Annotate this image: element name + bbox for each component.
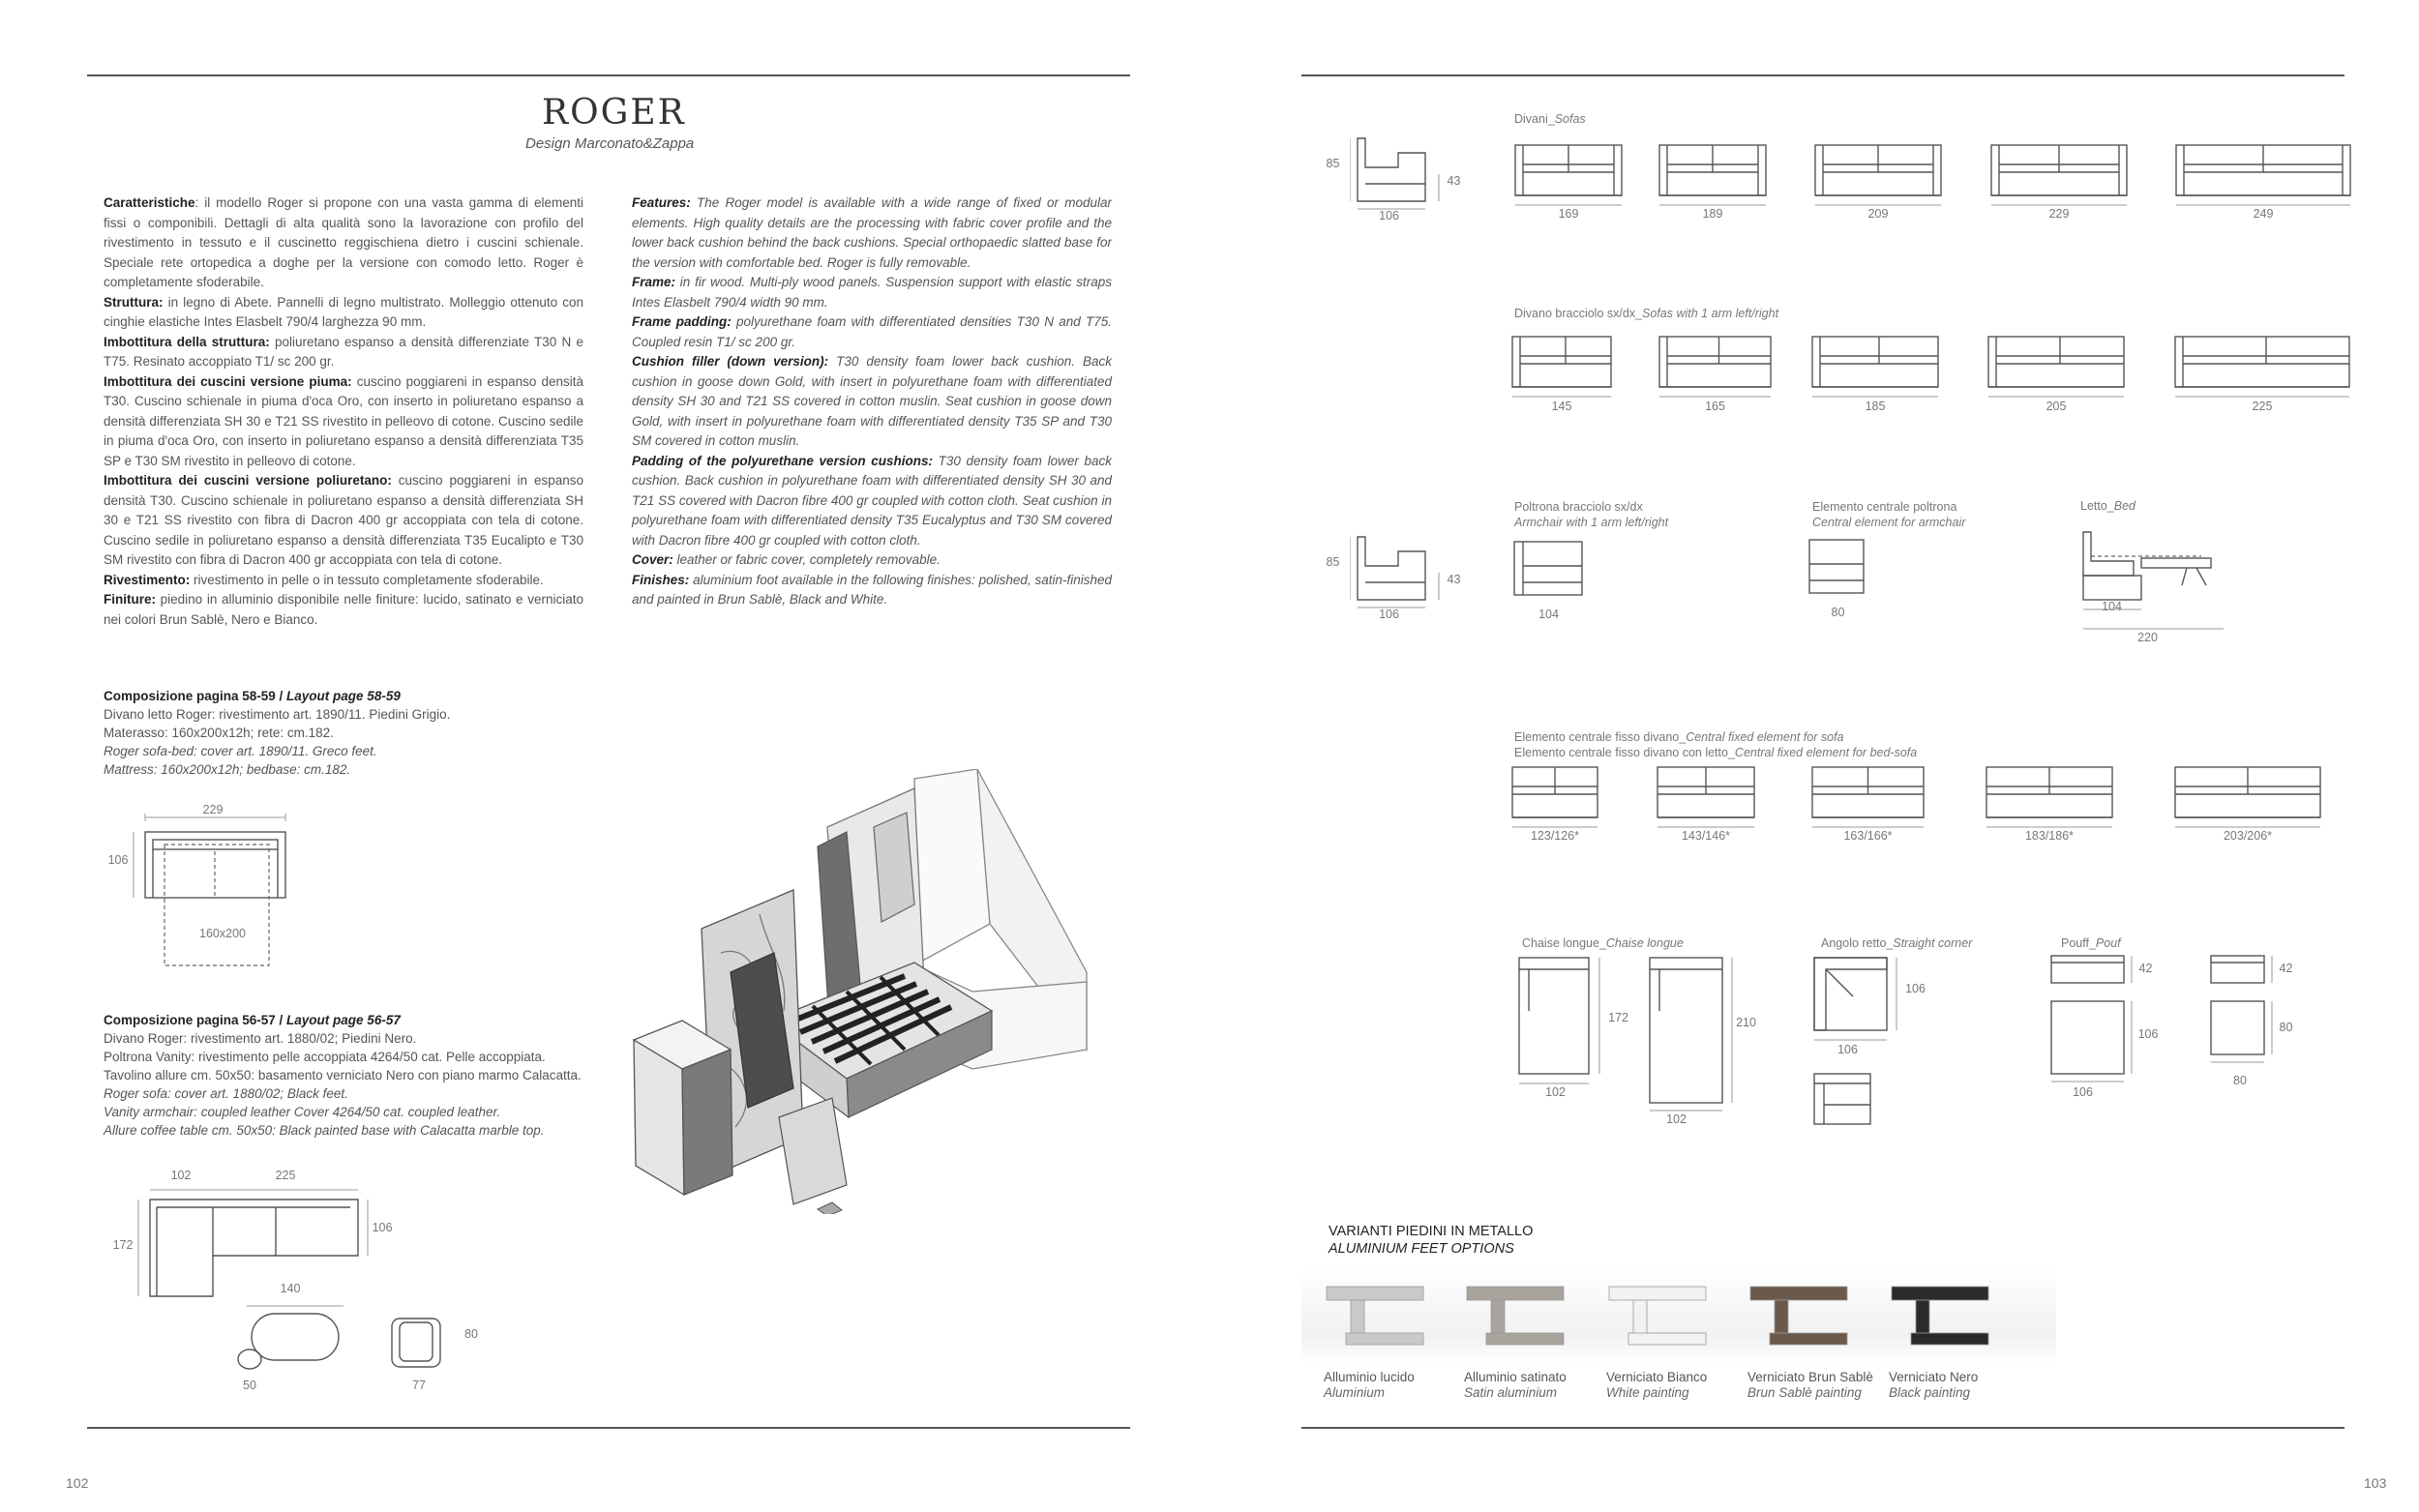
foot-4-photo xyxy=(1746,1275,1862,1352)
chaise-dim-102b: 102 xyxy=(1666,1112,1687,1126)
central-fixed-width-dim: 123/126* xyxy=(1530,829,1580,843)
comp2-dim-140: 140 xyxy=(280,1282,301,1295)
sofas-caption xyxy=(1514,112,1586,126)
it-paragraph xyxy=(104,471,583,571)
it-paragraph-heading: Imbottitura della struttura: xyxy=(104,334,270,349)
it-paragraph xyxy=(104,293,583,333)
sofa-bed-plan-drawing xyxy=(97,798,310,972)
it-paragraph-heading: Rivestimento: xyxy=(104,572,191,587)
en-paragraph-heading: Cover: xyxy=(632,552,673,567)
page-number-left: 102 xyxy=(66,1475,89,1491)
en-paragraph-text: T30 density foam lower back cushion. Back cushion in polyurethane foam with differentiated density SH 30 and T21 SS covered with Dacron fibre 400 gr coupled with cotton cloth. Seat cushion in polyurethane foam with differentiated density T35 Eucalyptus and T30 SM covered with Dacron fibre 400 gr coupled with cotton cloth. xyxy=(632,453,1112,548)
one-arm-caption-it: Divano bracciolo sx/dx_ xyxy=(1514,307,1643,320)
comp2-dim-172: 172 xyxy=(112,1238,134,1252)
en-paragraph xyxy=(632,352,1112,452)
bed-dim-220: 220 xyxy=(2137,631,2158,644)
comp2-dim-50: 50 xyxy=(243,1379,256,1392)
en-paragraph xyxy=(632,550,1112,571)
sofa-front-view xyxy=(1512,137,1628,210)
foot-option-label-en: Aluminium xyxy=(1324,1385,1386,1400)
foot-3-photo xyxy=(1604,1275,1720,1352)
it-paragraph-heading: Struttura: xyxy=(104,294,164,310)
armchair-width: 104 xyxy=(1538,608,1559,621)
comp1-width-dim: 229 xyxy=(202,803,224,816)
central-armchair-width: 80 xyxy=(1831,606,1845,619)
feet-title-it: VARIANTI PIEDINI IN METALLO xyxy=(1329,1224,1534,1239)
sofa-width-dim: 169 xyxy=(1558,207,1579,221)
bottom-rule-left xyxy=(87,1427,1130,1429)
composition-56-57 xyxy=(104,1011,645,1140)
sofas-caption-en: Sofas xyxy=(1554,112,1586,126)
sofa-width-dim: 229 xyxy=(2048,207,2070,221)
foot-option-label-it: Alluminio lucido xyxy=(1324,1370,1415,1384)
feet-options-title xyxy=(1329,1223,1533,1258)
one-arm-width-dim: 145 xyxy=(1551,400,1572,413)
central-armchair-caption-it: Elemento centrale poltrona xyxy=(1812,500,1957,514)
armchair-side-seat-height: 43 xyxy=(1447,573,1461,586)
en-paragraph-text: in fir wood. Multi-ply wood panels. Suspension support with elastic straps Intes Elasbelt 790/4 width 90 mm. xyxy=(632,275,1112,310)
en-paragraph-text: leather or fabric cover, completely removable. xyxy=(672,552,941,567)
pouf-caption xyxy=(2061,936,2121,950)
corner-caption xyxy=(1821,936,1972,950)
it-paragraph-text: rivestimento in pelle o in tessuto completamente sfoderabile. xyxy=(190,572,544,587)
central-fixed-front-view xyxy=(1509,759,1604,832)
sofa-width-dim: 189 xyxy=(1702,207,1723,221)
one-arm-width-dim: 165 xyxy=(1705,400,1725,413)
it-paragraph xyxy=(104,193,583,293)
comp2-line-en: Allure coffee table cm. 50x50: Black painted base with Calacatta marble top. xyxy=(104,1123,545,1138)
armchair-front-view xyxy=(1509,537,1587,605)
comp1-line-it: Divano letto Roger: rivestimento art. 1890/11. Piedini Grigio. xyxy=(104,707,451,722)
comp1-line-en: Roger sofa-bed: cover art. 1890/11. Greco feet. xyxy=(104,744,377,758)
sofa-width-dim: 249 xyxy=(2253,207,2274,221)
sofa-front-view xyxy=(1657,137,1773,210)
bed-caption xyxy=(2080,499,2135,513)
english-description xyxy=(632,193,1112,610)
it-paragraph-text: : il modello Roger si propone con una vasta gamma di elementi fissi o componibili. Dettagli di alta qualità sono la lavorazione con profilo del rivestimento in tessuto e il cuscinetto reggischiena dietro i cuscini schienale. Speciale rete ortopedica a doghe per la versione con comodo letto. Roger è completamente sfoderabile. xyxy=(104,195,583,289)
pouf-caption-it: Pouff_ xyxy=(2061,936,2096,950)
foot-option-label-it: Verniciato Brun Sablè xyxy=(1747,1370,1873,1384)
foot-1-photo xyxy=(1322,1275,1438,1352)
central-fixed-front-view xyxy=(2172,759,2327,832)
pouf-a-width: 106 xyxy=(2073,1085,2093,1099)
pouf-b-depth: 80 xyxy=(2279,1021,2293,1034)
one-arm-sofa-front-view xyxy=(1509,329,1618,401)
one-arm-sofa-front-view xyxy=(1809,329,1945,401)
sofa-front-view xyxy=(2173,137,2357,210)
one-arm-width-dim: 205 xyxy=(2046,400,2067,413)
en-paragraph xyxy=(632,193,1112,273)
bed-side-view xyxy=(2076,527,2230,634)
it-paragraph-text: cuscino poggiareni in espanso densità T30. Cuscino schienale in piuma d'oca Oro, con inserto in poliuretano espanso a densità differenziata SH 30 e T21 SS rivestito in pelleovo di cotone. Cuscino sedile in piuma d'oca Oro, con inserto in poliuretano espanso a densità differenziata T35 SP e T30 SM rivestito in pelleovo di cotone. xyxy=(104,373,583,468)
comp2-line-it: Divano Roger: rivestimento art. 1880/02; Piedini Nero. xyxy=(104,1031,417,1046)
one-arm-sofa-front-view xyxy=(1986,329,2131,401)
foot-option-label-en: Black painting xyxy=(1889,1385,1971,1400)
central-fixed-caption2-it: Elemento centrale fisso divano con letto_ xyxy=(1514,746,1735,759)
en-paragraph-heading: Frame: xyxy=(632,275,676,289)
pouf-a-depth: 106 xyxy=(2137,1027,2159,1041)
exploded-construction-illustration xyxy=(624,769,1089,1214)
foot-option-label xyxy=(1464,1370,1567,1401)
en-paragraph-text: polyurethane foam with differentiated densities T30 N and T75. Coupled resin T1/ sc 200 gr. xyxy=(632,314,1112,349)
comp1-line-en: Mattress: 160x200x12h; bedbase: cm.182. xyxy=(104,762,351,777)
pouf-b-width: 80 xyxy=(2233,1074,2247,1087)
one-arm-sofa-front-view xyxy=(1657,329,1777,401)
corner-caption-en: Straight corner xyxy=(1893,936,1973,950)
sofa-width-dim: 209 xyxy=(1867,207,1889,221)
comp1-line-it: Materasso: 160x200x12h; rete: cm.182. xyxy=(104,726,334,740)
comp2-dim-77: 77 xyxy=(412,1379,426,1392)
central-fixed-caption1-it: Elemento centrale fisso divano_ xyxy=(1514,730,1687,744)
top-rule-left xyxy=(87,74,1130,76)
bed-caption-en: Bed xyxy=(2113,499,2136,513)
comp1-depth-dim: 106 xyxy=(107,853,129,867)
one-arm-caption-en: Sofas with 1 arm left/right xyxy=(1642,307,1779,320)
bottom-rule-right xyxy=(1301,1427,2344,1429)
comp1-heading-en: Layout page 58-59 xyxy=(286,689,401,703)
corner-dim-106b: 106 xyxy=(1837,1043,1858,1056)
sofas-caption-it: Divani_ xyxy=(1514,112,1555,126)
armchair-caption-it: Poltrona bracciolo sx/dx xyxy=(1514,500,1643,514)
chaise-dim-210: 210 xyxy=(1736,1016,1756,1029)
pouf-a-height: 42 xyxy=(2138,962,2153,975)
bed-dim-104: 104 xyxy=(2102,600,2122,613)
one-arm-sofa-front-view xyxy=(2172,329,2356,401)
living-layout-plan-drawing xyxy=(106,1171,397,1412)
central-fixed-width-dim: 143/146* xyxy=(1681,829,1731,843)
en-paragraph-text: aluminium foot available in the following finishes: polished, satin-finished and painted in Brun Sablè, Black and White. xyxy=(632,572,1112,607)
en-paragraph-heading: Cushion filler (down version): xyxy=(632,354,829,369)
comp2-heading-en: Layout page 56-57 xyxy=(286,1013,401,1027)
corner-dim-106a: 106 xyxy=(1905,982,1926,995)
corner-caption-it: Angolo retto_ xyxy=(1821,936,1894,950)
foot-option-label-it: Verniciato Nero xyxy=(1889,1370,1979,1384)
sofa-side-view xyxy=(1350,133,1466,211)
central-fixed-width-dim: 203/206* xyxy=(2223,829,2273,843)
designer-credit: Design Marconato&Zappa xyxy=(525,135,695,152)
it-paragraph-heading: Imbottitura dei cuscini versione piuma: xyxy=(104,373,352,389)
foot-option-label-en: White painting xyxy=(1606,1385,1689,1400)
comp2-heading-it: Composizione pagina 56-57 / xyxy=(104,1013,287,1027)
foot-option-label xyxy=(1606,1370,1707,1401)
chaise-dim-102: 102 xyxy=(1545,1085,1566,1099)
chaise-caption-it: Chaise longue_ xyxy=(1522,936,1606,950)
comp2-dim-102: 102 xyxy=(170,1169,192,1182)
en-paragraph-text: The Roger model is available with a wide range of fixed or modular elements. High quality details are the processing with fabric cover profile and the lower back cushion behind the back cushions. Special orthopaedic slatted base for the version with comfortable bed. Roger is fully removable. xyxy=(632,195,1112,270)
page-number-right: 103 xyxy=(2364,1475,2387,1491)
en-paragraph-heading: Frame padding: xyxy=(632,314,732,329)
feet-title-en: ALUMINIUM FEET OPTIONS xyxy=(1329,1241,1514,1257)
armchair-side-view xyxy=(1350,532,1466,609)
pouf-b-height: 42 xyxy=(2279,962,2293,975)
en-paragraph-heading: Padding of the polyurethane version cushions: xyxy=(632,453,933,468)
comp2-dim-225: 225 xyxy=(275,1169,296,1182)
central-fixed-caption xyxy=(1514,729,1917,760)
vanity-armchair-plan xyxy=(382,1311,460,1379)
sofa-side-seat-height: 43 xyxy=(1447,174,1461,188)
it-paragraph-text: piedino in alluminio disponibile nelle finiture: lucido, satinato e verniciato nei colori Brun Sablè, Nero e Bianco. xyxy=(104,592,583,627)
armchair-caption xyxy=(1514,499,1668,530)
comp2-line-en: Roger sofa: cover art. 1880/02; Black feet. xyxy=(104,1086,348,1101)
sofa-side-depth: 106 xyxy=(1379,209,1399,222)
composition-58-59 xyxy=(104,687,607,779)
en-paragraph xyxy=(632,571,1112,610)
italian-description xyxy=(104,193,583,630)
armchair-caption-en: Armchair with 1 arm left/right xyxy=(1514,516,1669,529)
central-fixed-caption2-en: Central fixed element for bed-sofa xyxy=(1734,746,1918,759)
sofa-front-view xyxy=(1988,137,2134,210)
en-paragraph-text: T30 density foam lower back cushion. Back cushion in goose down Gold, with insert in polyurethane foam with differentiated density SH 30 and T21 SS covered in cotton muslin. Seat cushion in goose down Gold, with insert in polyurethane foam with differentiated density T35 SP and T30 SM covered in cotton muslin. xyxy=(632,354,1112,448)
en-paragraph-heading: Finishes: xyxy=(632,572,690,587)
one-arm-width-dim: 225 xyxy=(2252,400,2273,413)
it-paragraph-heading: Caratteristiche xyxy=(104,195,195,210)
en-paragraph xyxy=(632,312,1112,352)
it-paragraph-heading: Imbottitura dei cuscini versione poliuretano: xyxy=(104,473,392,488)
it-paragraph xyxy=(104,590,583,630)
pouf-caption-en: Pouf xyxy=(2095,936,2121,950)
foot-option-label xyxy=(1324,1370,1415,1401)
pouf-drawings xyxy=(2046,953,2298,1098)
central-armchair-front-view xyxy=(1805,535,1872,603)
it-paragraph-text: poliuretano espanso a densità differenziate T30 N e T75. Resinato accoppiato T1/ sc 200 gr. xyxy=(104,334,583,369)
foot-option-label-it: Alluminio satinato xyxy=(1464,1370,1567,1384)
foot-2-photo xyxy=(1462,1275,1578,1352)
comp2-line-it: Poltrona Vanity: rivestimento pelle accoppiata 4264/50 cat. Pelle accoppiata. xyxy=(104,1050,546,1064)
chaise-dim-172: 172 xyxy=(1608,1011,1628,1024)
central-armchair-caption xyxy=(1812,499,1965,530)
one-arm-caption xyxy=(1514,307,1778,320)
central-fixed-width-dim: 163/166* xyxy=(1843,829,1893,843)
comp2-dim-106: 106 xyxy=(372,1221,393,1234)
it-paragraph-text: cuscino poggiareni in espanso densità T30. Cuscino schienale in poliuretano espanso a densità differenziata SH 30 e T21 SS rivestito con fibra di Dacron 400 gr accoppiata con tela di cotone. Cuscino sedile in poliuretano espanso a densità differenziata T35 Eucalipto e T30 SM rivestito con fibra di Dacron 400 gr accoppiata con tela di cotone. xyxy=(104,473,584,567)
central-armchair-caption-en: Central element for armchair xyxy=(1812,516,1966,529)
armchair-side-height: 85 xyxy=(1326,555,1340,569)
page-title: ROGER xyxy=(542,93,686,133)
central-fixed-front-view xyxy=(1984,759,2119,832)
it-paragraph-text: in legno di Abete. Pannelli di legno multistrato. Molleggio ottenuto con cinghie elastiche Intes Elasbelt 790/4 larghezza 90 mm. xyxy=(104,294,583,329)
it-paragraph xyxy=(104,333,583,372)
comp1-bed-dim: 160x200 xyxy=(199,927,246,940)
it-paragraph xyxy=(104,372,583,472)
foot-option-label-en: Brun Sablè painting xyxy=(1747,1385,1862,1400)
sofa-side-height: 85 xyxy=(1326,157,1340,170)
en-paragraph xyxy=(632,273,1112,312)
it-paragraph-heading: Finiture: xyxy=(104,592,156,607)
central-fixed-front-view xyxy=(1655,759,1761,832)
bed-caption-it: Letto_ xyxy=(2080,499,2114,513)
central-fixed-caption1-en: Central fixed element for sofa xyxy=(1686,730,1844,744)
comp2-line-en: Vanity armchair: coupled leather Cover 4264/50 cat. coupled leather. xyxy=(104,1105,501,1119)
central-fixed-front-view xyxy=(1809,759,1930,832)
comp2-dim-80: 80 xyxy=(464,1327,478,1341)
comp1-heading-it: Composizione pagina 58-59 / xyxy=(104,689,287,703)
central-fixed-width-dim: 183/186* xyxy=(2024,829,2075,843)
en-paragraph xyxy=(632,452,1112,551)
foot-option-label-en: Satin aluminium xyxy=(1464,1385,1558,1400)
top-rule-right xyxy=(1301,74,2344,76)
foot-5-photo xyxy=(1887,1275,2003,1352)
armchair-side-depth: 106 xyxy=(1379,608,1399,621)
foot-option-label-it: Verniciato Bianco xyxy=(1606,1370,1708,1384)
one-arm-width-dim: 185 xyxy=(1865,400,1886,413)
sofa-front-view xyxy=(1812,137,1948,210)
en-paragraph-heading: Features: xyxy=(632,195,691,210)
foot-option-label xyxy=(1889,1370,1978,1401)
it-paragraph xyxy=(104,571,583,591)
foot-option-label xyxy=(1747,1370,1873,1401)
chaise-caption xyxy=(1522,936,1684,950)
comp2-line-it: Tavolino allure cm. 50x50: basamento verniciato Nero con piano marmo Calacatta. xyxy=(104,1068,582,1082)
chaise-caption-en: Chaise longue xyxy=(1605,936,1684,950)
